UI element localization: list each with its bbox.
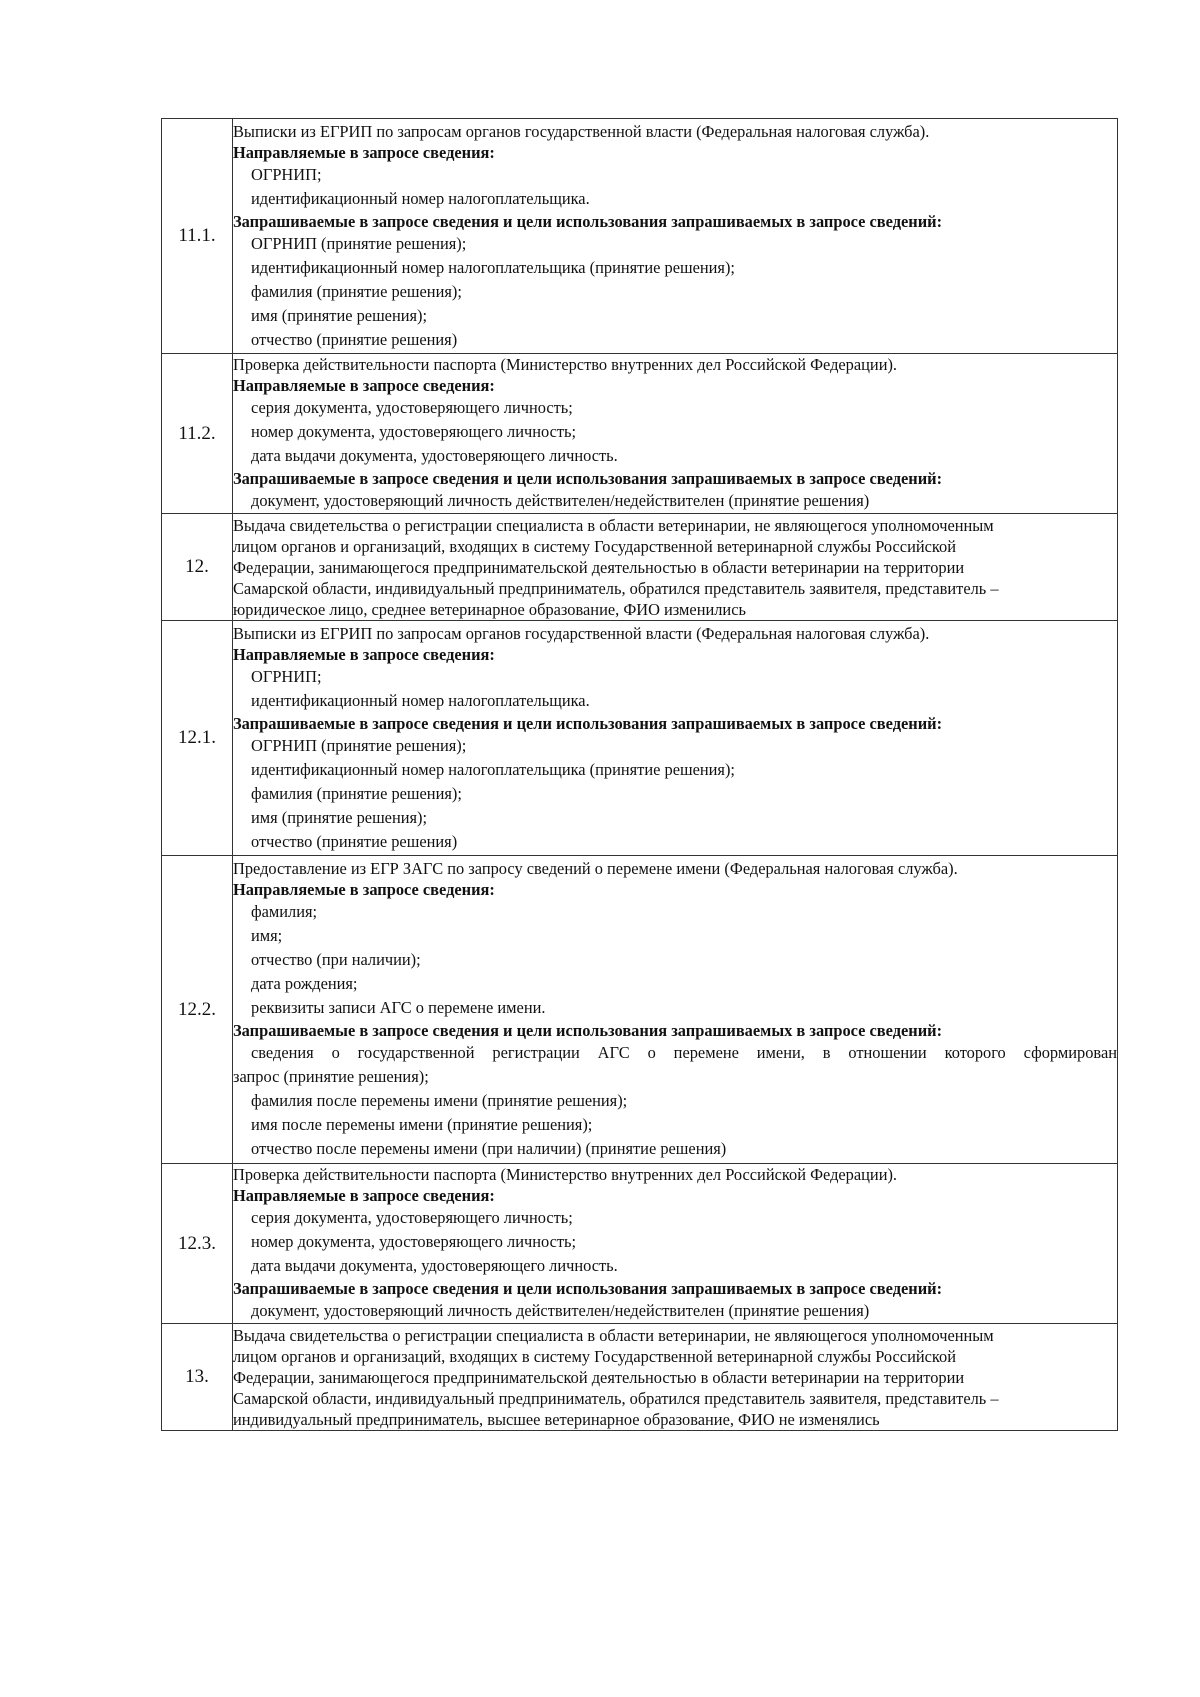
text-line: индивидуальный предприниматель, высшее ветеринарное образование, ФИО не изменялись <box>233 1409 880 1429</box>
section-heading: Направляемые в запросе сведения: <box>233 1186 495 1205</box>
row-number: 11.1. <box>162 119 233 354</box>
service-title: Выписки из ЕГРИП по запросам органов государственной власти (Федеральная налоговая служба). <box>233 623 930 643</box>
list-item: серия документа, удостоверяющего личность; <box>251 1208 573 1227</box>
list-item: идентификационный номер налогоплательщика (принятие решения); <box>251 759 735 779</box>
list-item: отчество (принятие решения) <box>251 831 458 851</box>
list-item: номер документа, удостоверяющего личность; <box>251 422 577 441</box>
text-line: Выдача свидетельства о регистрации специалиста в области ветеринарии, не являющегося уполномоченным <box>233 1325 994 1345</box>
table-row <box>162 514 1118 621</box>
list-item: дата выдачи документа, удостоверяющего личность. <box>251 1256 618 1275</box>
list-item: документ, удостоверяющий личность действителен/недействителен (принятие решения) <box>251 1301 870 1320</box>
list-item: отчество после перемены имени (при наличии) (принятие решения) <box>251 1139 727 1158</box>
list-item: фамилия (принятие решения); <box>251 783 462 803</box>
row-content <box>233 354 1118 514</box>
services-table <box>161 118 1118 1431</box>
section-heading: Направляемые в запросе сведения: <box>233 376 495 395</box>
text-line: Самарской области, индивидуальный предприниматель, обратился представитель заявителя, представитель – <box>233 578 999 598</box>
table-row <box>162 621 1118 856</box>
list-item: имя (принятие решения); <box>251 807 428 827</box>
list-item: ОГРНИП (принятие решения); <box>251 233 467 253</box>
list-item: имя (принятие решения); <box>251 305 428 325</box>
row-content <box>233 1164 1118 1324</box>
row-number: 12.1. <box>162 621 233 856</box>
section-heading: Запрашиваемые в запросе сведения и цели использования запрашиваемых в запросе сведений: <box>233 211 943 231</box>
text-line: Федерации, занимающегося предпринимательской деятельностью в области ветеринарии на территории <box>233 557 965 577</box>
list-item: фамилия (принятие решения); <box>251 281 462 301</box>
row-number: 12.2. <box>162 856 233 1164</box>
row-number: 12. <box>162 514 233 621</box>
row-number: 11.2. <box>162 354 233 514</box>
service-title: Выписки из ЕГРИП по запросам органов государственной власти (Федеральная налоговая служба). <box>233 121 930 141</box>
service-description <box>233 1325 1117 1430</box>
section-heading: Запрашиваемые в запросе сведения и цели использования запрашиваемых в запросе сведений: <box>233 469 943 488</box>
row-content <box>233 514 1118 621</box>
text-line: лицом органов и организаций, входящих в систему Государственной ветеринарной службы Российской <box>233 536 956 556</box>
list-item: ОГРНИП; <box>251 666 322 686</box>
service-title: Проверка действительности паспорта (Министерство внутренних дел Российской Федерации). <box>233 355 898 374</box>
section-heading: Направляемые в запросе сведения: <box>233 880 495 899</box>
table-row <box>162 119 1118 354</box>
text-line: Выдача свидетельства о регистрации специалиста в области ветеринарии, не являющегося уполномоченным <box>233 515 994 535</box>
text-line: Федерации, занимающегося предпринимательской деятельностью в области ветеринарии на территории <box>233 1367 965 1387</box>
service-description <box>233 515 1117 620</box>
table-row <box>162 856 1118 1164</box>
list-item: сведения о государственной регистрации АГС о перемене имени, в отношении которого сформирован <box>251 1043 1117 1062</box>
list-item: документ, удостоверяющий личность действителен/недействителен (принятие решения) <box>251 491 870 510</box>
list-item: дата выдачи документа, удостоверяющего личность. <box>251 446 618 465</box>
row-content <box>233 856 1118 1164</box>
list-item: запрос (принятие решения); <box>233 1067 429 1086</box>
section-heading: Запрашиваемые в запросе сведения и цели использования запрашиваемых в запросе сведений: <box>233 1279 943 1298</box>
text-line: юридическое лицо, среднее ветеринарное образование, ФИО изменились <box>233 599 746 619</box>
list-item: отчество (при наличии); <box>251 950 421 969</box>
list-item: идентификационный номер налогоплательщика (принятие решения); <box>251 257 735 277</box>
service-title: Проверка действительности паспорта (Министерство внутренних дел Российской Федерации). <box>233 1165 898 1184</box>
table-row <box>162 354 1118 514</box>
list-item: идентификационный номер налогоплательщика. <box>251 690 590 710</box>
row-number: 13. <box>162 1324 233 1431</box>
section-heading: Направляемые в запросе сведения: <box>233 644 495 664</box>
list-item: фамилия после перемены имени (принятие решения); <box>251 1091 628 1110</box>
list-item: ОГРНИП; <box>251 164 322 184</box>
list-item: ОГРНИП (принятие решения); <box>251 735 467 755</box>
list-item: дата рождения; <box>251 974 358 993</box>
text-line: лицом органов и организаций, входящих в систему Государственной ветеринарной службы Российской <box>233 1346 956 1366</box>
list-item: имя; <box>251 926 283 945</box>
row-content <box>233 1324 1118 1431</box>
section-heading: Направляемые в запросе сведения: <box>233 142 495 162</box>
section-heading: Запрашиваемые в запросе сведения и цели использования запрашиваемых в запросе сведений: <box>233 1021 943 1040</box>
section-heading: Запрашиваемые в запросе сведения и цели использования запрашиваемых в запросе сведений: <box>233 713 943 733</box>
list-item: идентификационный номер налогоплательщика. <box>251 188 590 208</box>
row-content <box>233 621 1118 856</box>
list-item: серия документа, удостоверяющего личность; <box>251 398 573 417</box>
list-item: реквизиты записи АГС о перемене имени. <box>251 998 546 1017</box>
text-line: Самарской области, индивидуальный предприниматель, обратился представитель заявителя, представитель – <box>233 1388 999 1408</box>
list-item: имя после перемены имени (принятие решения); <box>251 1115 593 1134</box>
list-item: номер документа, удостоверяющего личность; <box>251 1232 577 1251</box>
row-content <box>233 119 1118 354</box>
table-row <box>162 1164 1118 1324</box>
service-title: Предоставление из ЕГР ЗАГС по запросу сведений о перемене имени (Федеральная налоговая служба). <box>233 859 958 878</box>
row-number: 12.3. <box>162 1164 233 1324</box>
table-row <box>162 1324 1118 1431</box>
list-item: фамилия; <box>251 902 318 921</box>
list-item: отчество (принятие решения) <box>251 329 458 349</box>
